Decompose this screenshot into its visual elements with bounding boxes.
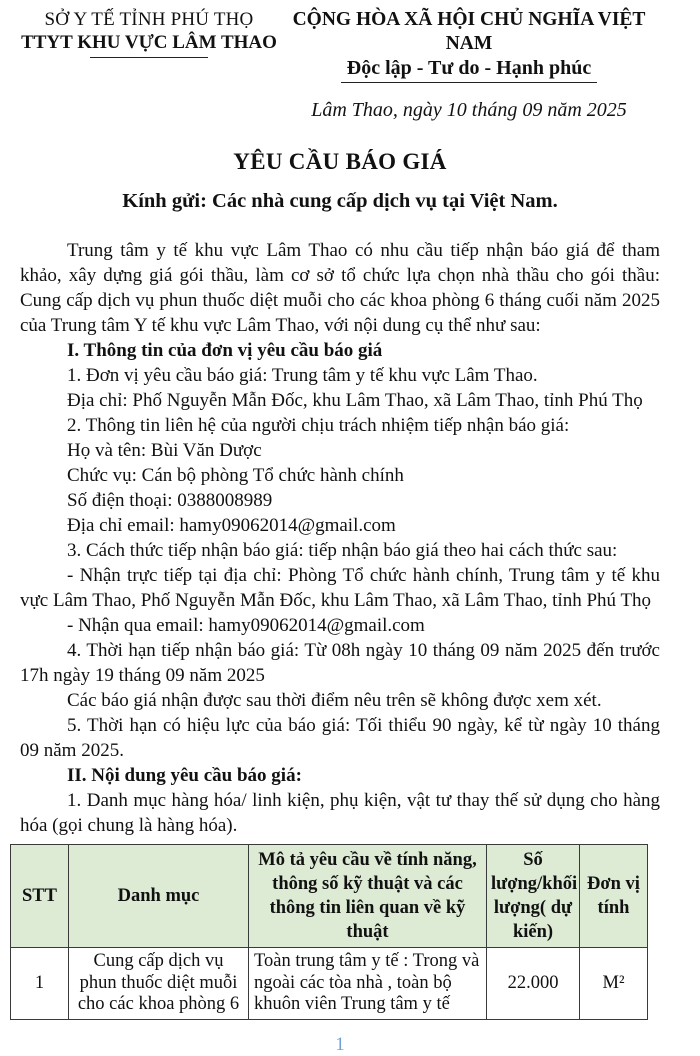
body-line-validity: 5. Thời hạn có hiệu lực của báo giá: Tối thiểu 90 ngày, kể từ ngày 10 tháng 09 năm 2025. <box>20 715 660 761</box>
body-line-contact-title: Chức vụ: Cán bộ phòng Tổ chức hành chính <box>67 465 404 486</box>
body-line-contact-phone: Số điện thoại: 0388008989 <box>67 490 273 511</box>
national-motto-block <box>278 8 660 123</box>
org-underline <box>90 57 208 58</box>
body-line-unit: 1. Đơn vị yêu cầu báo giá: Trung tâm y tế khu vực Lâm Thao. <box>67 365 538 386</box>
cell-don-vi: M² <box>580 948 648 1020</box>
document-body <box>20 238 660 838</box>
issuing-org-block <box>20 8 278 58</box>
column-header-stt: STT <box>11 845 69 948</box>
column-header-danh-muc: Danh mục <box>69 845 249 948</box>
document-salutation: Kính gửi: Các nhà cung cấp dịch vụ tại Việt Nam. <box>122 190 558 212</box>
org-name: TTYT KHU VỰC LÂM THAO <box>21 32 277 53</box>
body-line-method-direct: - Nhận trực tiếp tại địa chỉ: Phòng Tổ chức hành chính, Trung tâm y tế khu vực Lâm Thao, Phố Nguyễn Mẫn Đốc, khu Lâm Thao, xã Lâm Thao, tỉnh Phú Thọ <box>20 565 660 611</box>
section-heading-1: I. Thông tin của đơn vị yêu cầu báo giá <box>67 340 383 361</box>
cell-mo-ta: Toàn trung tâm y tế : Trong và ngoài các tòa nhà , toàn bộ khuôn viên Trung tâm y tế <box>249 948 487 1020</box>
national-title: CỘNG HÒA XÃ HỘI CHỦ NGHĨA VIỆT NAM <box>292 9 646 54</box>
body-line-method-heading: 3. Cách thức tiếp nhận báo giá: tiếp nhận báo giá theo hai cách thức sau: <box>67 540 618 561</box>
table-header-row <box>11 845 648 948</box>
body-line-contact-email: Địa chỉ email: hamy09062014@gmail.com <box>67 515 396 536</box>
document-title: YÊU CẦU BÁO GIÁ <box>233 149 447 174</box>
cell-so-luong: 22.000 <box>487 948 580 1020</box>
body-line-goods-list: 1. Danh mục hàng hóa/ linh kiện, phụ kiện, vật tư thay thế sử dụng cho hàng hóa (gọi chung là hàng hóa). <box>20 790 660 836</box>
body-line-contact-heading: 2. Thông tin liên hệ của người chịu trách nhiệm tiếp nhận báo giá: <box>67 415 570 436</box>
org-parent-name: SỞ Y TẾ TỈNH PHÚ THỌ <box>44 9 254 30</box>
column-header-don-vi: Đơn vị tính <box>580 845 648 948</box>
quotation-items-table <box>10 844 648 1020</box>
table-row <box>11 948 648 1020</box>
page-number: 1 <box>335 1033 345 1055</box>
body-line-deadline: 4. Thời hạn tiếp nhận báo giá: Từ 08h ngày 10 tháng 09 năm 2025 đến trước 17h ngày 19 tháng 09 năm 2025 <box>20 640 660 686</box>
column-header-so-luong: Số lượng/khối lượng( dự kiến) <box>487 845 580 948</box>
date-place-line: Lâm Thao, ngày 10 tháng 09 năm 2025 <box>311 99 627 121</box>
cell-stt: 1 <box>11 948 69 1020</box>
body-line-contact-name: Họ và tên: Bùi Văn Dược <box>67 440 262 461</box>
intro-paragraph: Trung tâm y tế khu vực Lâm Thao có nhu cầu tiếp nhận báo giá để tham khảo, xây dựng giá gói thầu, làm cơ sở tổ chức lựa chọn nhà thầu cho gói thầu: Cung cấp dịch vụ phun thuốc diệt muỗi cho các khoa phòng 6 tháng cuối năm 2025 của Trung tâm Y tế khu vực Lâm Thao, với nội dung cụ thể như sau: <box>20 240 660 336</box>
section-heading-2: II. Nội dung yêu cầu báo giá: <box>67 765 302 786</box>
cell-danh-muc: Cung cấp dịch vụ phun thuốc diệt muỗi cho các khoa phòng 6 <box>69 948 249 1020</box>
body-line-late-note: Các báo giá nhận được sau thời điểm nêu trên sẽ không được xem xét. <box>67 690 602 711</box>
national-motto: Độc lập - Tư do - Hạnh phúc <box>341 56 597 83</box>
body-line-method-email: - Nhận qua email: hamy09062014@gmail.com <box>67 615 425 636</box>
column-header-mo-ta: Mô tả yêu cầu về tính năng, thông số kỹ thuật và các thông tin liên quan về kỹ thuật <box>249 845 487 948</box>
body-line-address: Địa chỉ: Phố Nguyễn Mẫn Đốc, khu Lâm Thao, xã Lâm Thao, tỉnh Phú Thọ <box>67 390 643 411</box>
document-header <box>20 8 660 123</box>
